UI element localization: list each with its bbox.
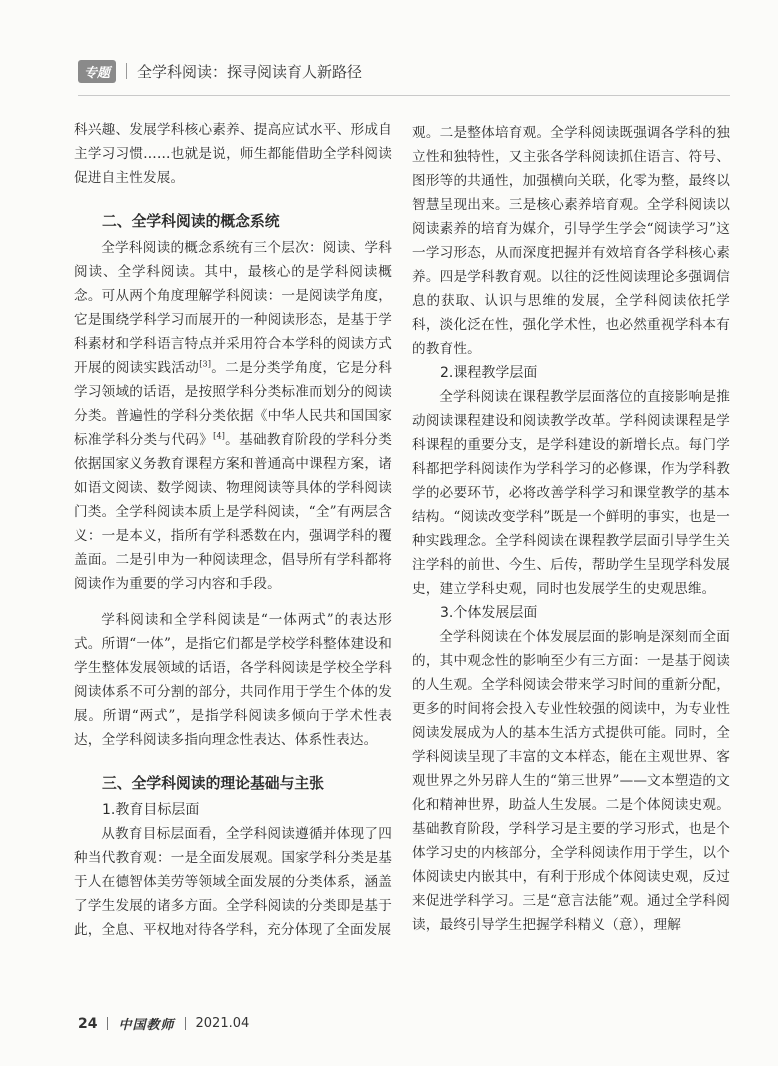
subsection-heading: 1.教育目标层面 xyxy=(102,802,200,818)
section-heading: 三、全学科阅读的理论基础与主张 xyxy=(102,775,324,792)
issue-number: 2021.04 xyxy=(195,1016,250,1031)
paragraph: 学科阅读和全学科阅读是“一体两式”的表达形式。所谓“一体”，是指它们都是学校学科整体建设和学生整体发展领域的话语，各学科阅读是学校全学科阅读体系不可分割的部分，共同作用于学生个体的发展。所谓“两式”，是指学科阅读多倾向于学术性表达，全学科阅读多指向理念性表达、体系性表达。 xyxy=(74,612,392,748)
paragraph: 从教育目标层面看，全学科阅读遵循并体现了四种当代教育观：一是全面发展观。国家学科分类是基于人在德智体美劳等领域全面发展的分类体系，涵盖了学生发展的诸多方面。全学科阅读的分类即是基于此，全息、平权地对待各学科，充分体现了全面发展 xyxy=(74,826,392,938)
citation-ref: [3] xyxy=(199,359,212,369)
header-rule xyxy=(78,95,730,96)
footer-divider xyxy=(107,1017,108,1030)
paragraph: 全学科阅读在课程教学层面落位的直接影响是推动阅读课程建设和阅读教学改革。学科阅读课程是学科课程的重要分支，是学科建设的新增长点。每门学科都把学科阅读作为学科学习的必修课，作为学科教学的必要环节，必将改善学科学习和课堂教学的基本结构。“阅读改变学科”既是一个鲜明的事实，也是一种实践理念。全学科阅读在课程教学层面引导学生关注学科的前世、今生、后传，帮助学生呈现学科发展史，建立学科史观，同时也发展学生的史观思维。 xyxy=(412,389,730,597)
section-heading: 二、全学科阅读的概念系统 xyxy=(102,213,280,230)
citation-ref: [4] xyxy=(213,431,226,441)
paragraph: 观。二是整体培育观。全学科阅读既强调各学科的独立性和独特性，又主张各学科阅读抓住语言、符号、图形等的共通性，加强横向关联，化零为整，最终以智慧呈现出来。三是核心素养培育观。全学科阅读以阅读素养的培育为媒介，引导学生学会“阅读学习”这一学习形态，从而深度把握并有效培育各学科核心素养。四是学科教育观。以往的泛性阅读理论多强调信息的获取、认识与思维的发展，全学科阅读依托学科，淡化泛在性，强化学术性，也必然重视学科本有的教育性。 xyxy=(412,125,730,357)
right-column xyxy=(412,121,730,937)
footer-divider xyxy=(185,1017,186,1030)
page-footer xyxy=(78,1014,249,1033)
paragraph: 全学科阅读在个体发展层面的影响是深刻而全面的，其中观念性的影响至少有三方面：一是基于阅读的人生观。全学科阅读会带来学习时间的重新分配，更多的时间将会投入专业性较强的阅读中，为专业性阅读发展成为人的基本生活方式提供可能。同时，全学科阅读呈现了丰富的文本样态，能在主观世界、客观世界之外另辟人生的“第三世界”——文本塑造的文化和精神世界，助益人生发展。二是个体阅读史观。基础教育阶段，学科学习是主要的学习形式，也是个体学习史的内核部分，全学科阅读作用于学生，以个体阅读史内嵌其中，有利于形成个体阅读史观，反过来促进学科学习。三是“意言法能”观。通过全学科阅读，最终引导学生把握学科精义（意），理解 xyxy=(412,629,730,933)
magazine-logo: 中国教师 xyxy=(118,1018,175,1033)
running-header xyxy=(78,58,362,84)
paragraph: 全学科阅读的概念系统有三个层次：阅读、学科阅读、全学科阅读。其中，最核心的是学科阅读概念。可从两个角度理解学科阅读：一是阅读学角度，它是围绕学科学习而展开的一种阅读形态，是基于学科素材和学科语言特点并采用符合本学科的阅读方式开展的阅读实践活动[3]。二是分类学角度，它是分科学习领域的话语，是按照学科分类标准而划分的阅读分类。普遍性的学科分类依据《中华人民共和国国家标准学科分类与代码》[4]。基础教育阶段的学科分类依据国家义务教育课程方案和普通高中课程方案，诸如语文阅读、数学阅读、物理阅读等具体的学科阅读门类。全学科阅读本质上是学科阅读，“全”有两层含义：一是本义，指所有学科悉数在内，强调学科的覆盖面。二是引申为一种阅读理念，倡导所有学科都将阅读作为重要的学习内容和手段。 xyxy=(74,240,393,592)
running-title: 全学科阅读：探寻阅读育人新路径 xyxy=(137,62,363,81)
left-column xyxy=(74,118,392,942)
page-number: 24 xyxy=(78,1015,98,1032)
column-badge: 专题 xyxy=(78,60,116,83)
paragraph: 科兴趣、发展学科核心素养、提高应试水平、形成自主学习习惯……也就是说，师生都能借助全学科阅读促进自主性发展。 xyxy=(74,122,392,186)
subsection-heading: 2.课程教学层面 xyxy=(440,365,538,381)
subsection-heading: 3.个体发展层面 xyxy=(440,605,538,621)
header-divider xyxy=(126,63,127,79)
